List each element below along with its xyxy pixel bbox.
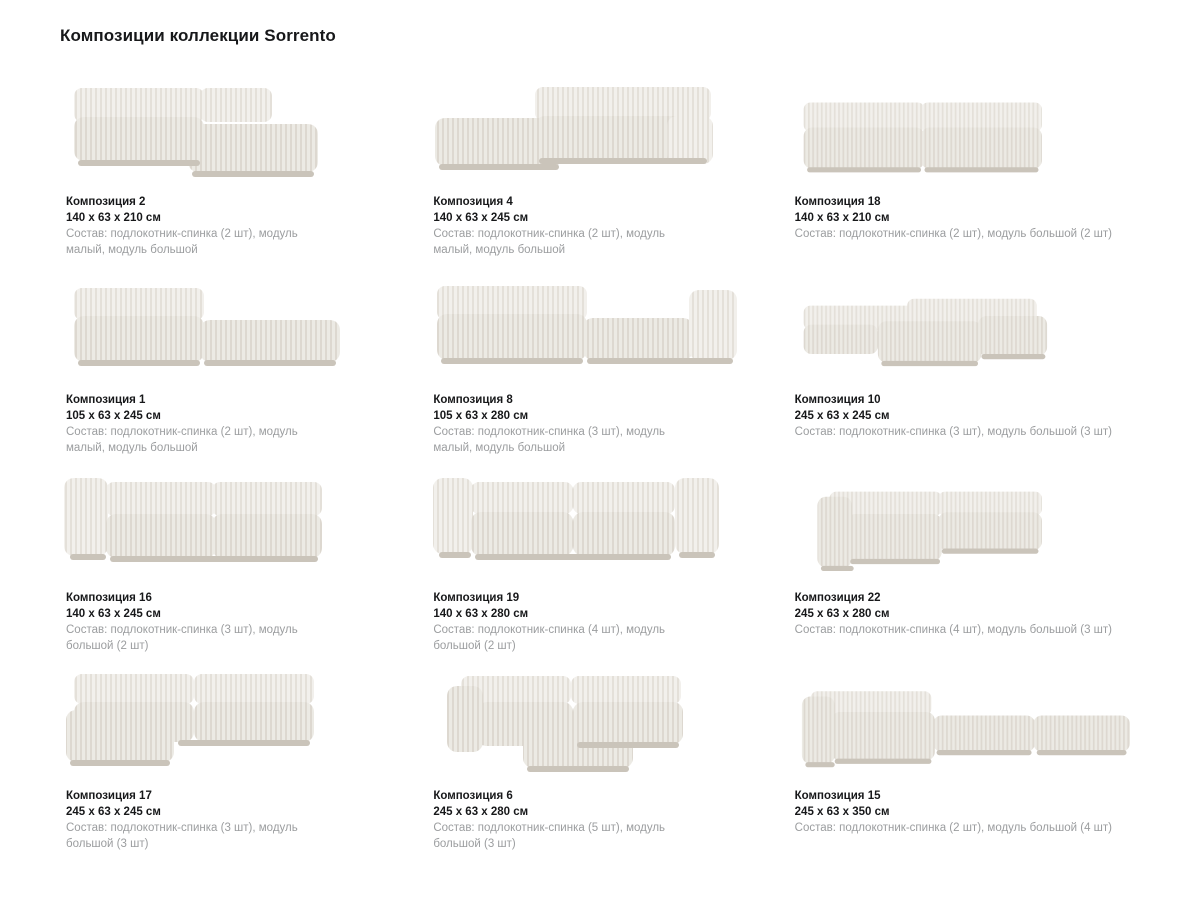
composition-card[interactable] bbox=[795, 468, 1140, 666]
composition-card[interactable] bbox=[60, 468, 405, 666]
composition-size: 245 x 63 x 245 см bbox=[66, 806, 161, 818]
composition-parts: Состав: подлокотник-спинка (4 шт), модуль большой (2 шт) bbox=[433, 624, 666, 652]
page-title: Композиции коллекции Sorrento bbox=[60, 26, 336, 45]
composition-parts: Состав: подлокотник-спинка (2 шт), модуль большой (4 шт) bbox=[794, 822, 1112, 834]
composition-size: 140 x 63 x 245 см bbox=[66, 608, 161, 620]
caption bbox=[427, 194, 772, 258]
composition-name: Композиция 1 bbox=[66, 394, 146, 406]
composition-size: 105 x 63 x 280 см bbox=[433, 410, 529, 422]
composition-card[interactable] bbox=[427, 270, 772, 468]
composition-card[interactable] bbox=[427, 666, 772, 864]
composition-size: 140 x 63 x 210 см bbox=[794, 212, 890, 224]
composition-parts: Состав: подлокотник-спинка (3 шт), модуль малый, модуль большой bbox=[433, 426, 666, 454]
composition-parts: Состав: подлокотник-спинка (3 шт), модуль большой (3 шт) bbox=[66, 822, 298, 850]
caption bbox=[427, 392, 772, 456]
composition-card[interactable] bbox=[60, 72, 405, 270]
caption bbox=[427, 788, 772, 852]
composition-card[interactable] bbox=[795, 666, 1140, 864]
caption bbox=[427, 590, 772, 654]
composition-name: Композиция 22 bbox=[794, 592, 881, 604]
composition-name: Композиция 8 bbox=[433, 394, 513, 406]
sofa-illustration bbox=[795, 72, 1140, 194]
composition-name: Композиция 2 bbox=[66, 196, 146, 208]
composition-card[interactable] bbox=[427, 468, 772, 666]
composition-name: Композиция 4 bbox=[433, 196, 513, 208]
caption bbox=[795, 590, 1140, 639]
sofa-illustration bbox=[795, 666, 1140, 788]
caption bbox=[60, 392, 405, 456]
composition-parts: Состав: подлокотник-спинка (2 шт), модуль большой (2 шт) bbox=[794, 228, 1112, 240]
composition-name: Композиция 16 bbox=[66, 592, 152, 604]
caption bbox=[60, 788, 405, 852]
sofa-illustration bbox=[60, 72, 405, 194]
composition-size: 105 x 63 x 245 см bbox=[66, 410, 161, 422]
composition-name: Композиция 15 bbox=[794, 790, 881, 802]
composition-card[interactable] bbox=[795, 270, 1140, 468]
sofa-illustration bbox=[427, 666, 772, 788]
composition-name: Композиция 17 bbox=[66, 790, 152, 802]
composition-size: 140 x 63 x 245 см bbox=[433, 212, 529, 224]
sofa-illustration bbox=[60, 666, 405, 788]
composition-parts: Состав: подлокотник-спинка (4 шт), модуль большой (3 шт) bbox=[794, 624, 1112, 636]
composition-parts: Состав: подлокотник-спинка (2 шт), модуль малый, модуль большой bbox=[66, 228, 298, 256]
sofa-illustration bbox=[60, 468, 405, 590]
caption bbox=[795, 392, 1140, 441]
sofa-illustration bbox=[795, 468, 1140, 590]
sofa-illustration bbox=[427, 468, 772, 590]
composition-card[interactable] bbox=[60, 270, 405, 468]
composition-name: Композиция 19 bbox=[433, 592, 520, 604]
composition-size: 245 x 63 x 245 см bbox=[794, 410, 890, 422]
composition-grid bbox=[60, 72, 1140, 864]
composition-size: 140 x 63 x 210 см bbox=[66, 212, 161, 224]
composition-card[interactable] bbox=[427, 72, 772, 270]
sofa-illustration bbox=[60, 270, 405, 392]
composition-size: 245 x 63 x 280 см bbox=[433, 806, 529, 818]
sofa-illustration bbox=[795, 270, 1140, 392]
caption bbox=[60, 194, 405, 258]
caption bbox=[795, 788, 1140, 837]
composition-size: 140 x 63 x 280 см bbox=[433, 608, 529, 620]
composition-name: Композиция 18 bbox=[794, 196, 881, 208]
sofa-illustration bbox=[427, 270, 772, 392]
composition-card[interactable] bbox=[60, 666, 405, 864]
caption bbox=[795, 194, 1140, 243]
composition-parts: Состав: подлокотник-спинка (3 шт), модуль большой (3 шт) bbox=[794, 426, 1112, 438]
composition-parts: Состав: подлокотник-спинка (5 шт), модуль большой (3 шт) bbox=[433, 822, 666, 850]
composition-size: 245 x 63 x 280 см bbox=[794, 608, 890, 620]
composition-parts: Состав: подлокотник-спинка (2 шт), модуль малый, модуль большой bbox=[433, 228, 666, 256]
caption bbox=[60, 590, 405, 654]
composition-parts: Состав: подлокотник-спинка (2 шт), модуль малый, модуль большой bbox=[66, 426, 298, 454]
composition-size: 245 x 63 x 350 см bbox=[794, 806, 890, 818]
sofa-illustration bbox=[427, 72, 772, 194]
composition-name: Композиция 6 bbox=[433, 790, 513, 802]
composition-name: Композиция 10 bbox=[794, 394, 881, 406]
composition-parts: Состав: подлокотник-спинка (3 шт), модуль большой (2 шт) bbox=[66, 624, 298, 652]
composition-card[interactable] bbox=[795, 72, 1140, 270]
